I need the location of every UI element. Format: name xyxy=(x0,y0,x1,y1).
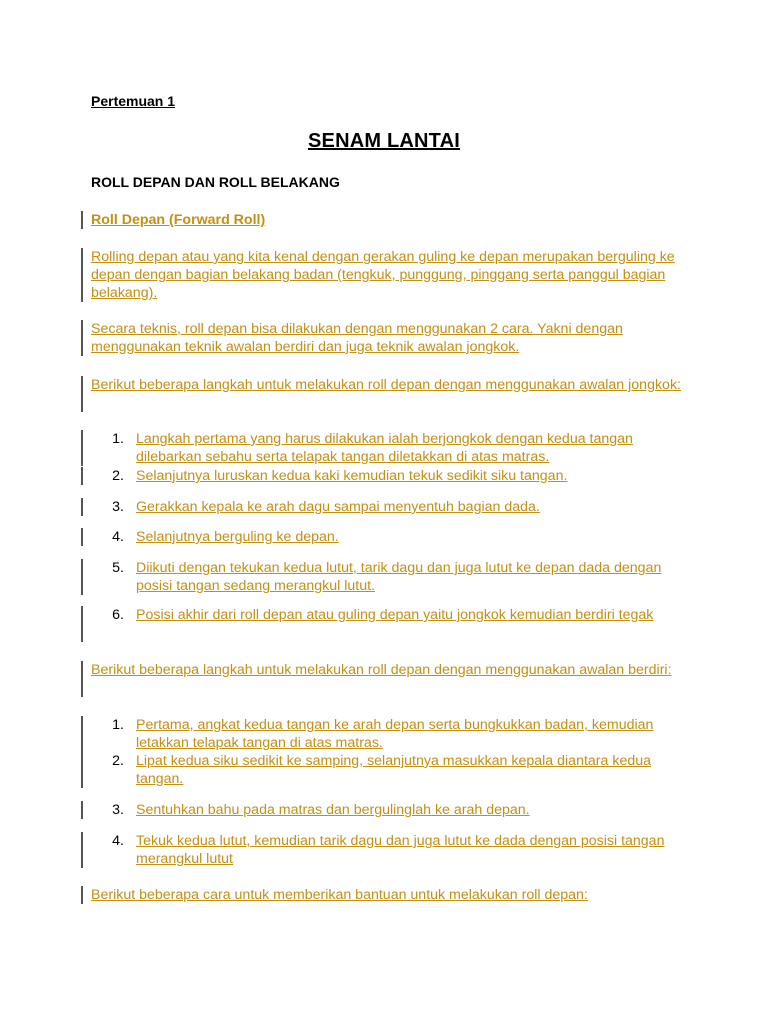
change-bar xyxy=(81,528,83,546)
lesson-heading: Pertemuan 1 xyxy=(91,93,176,109)
change-bar xyxy=(81,801,83,819)
list-number: 3. xyxy=(112,499,124,515)
list-item-link[interactable]: Langkah pertama yang harus dilakukan ialah berjongkok dengan kedua tangan dilebarkan sebahu serta telapak tangan diletakkan di atas matras. xyxy=(136,431,633,465)
list-item-link[interactable]: Selanjutnya berguling ke depan. xyxy=(136,529,339,545)
list-number: 2. xyxy=(112,753,124,769)
change-bar xyxy=(81,832,83,868)
paragraph-link[interactable]: Berikut beberapa langkah untuk melakukan roll depan dengan menggunakan awalan berdiri: xyxy=(91,662,672,678)
change-bar xyxy=(81,211,83,229)
change-bar xyxy=(81,559,83,595)
list-item-link[interactable]: Sentuhkan bahu pada matras dan bergulinglah ke arah depan. xyxy=(136,802,530,818)
list-item-link[interactable]: Posisi akhir dari roll depan atau guling depan yaitu jongkok kemudian berdiri tegak xyxy=(136,607,654,623)
list-number: 6. xyxy=(112,607,124,623)
list-item-link[interactable]: Diikuti dengan tekukan kedua lutut, tarik dagu dan juga lutut ke depan dada dengan posisi tangan sedang merangkul lutut. xyxy=(136,560,662,594)
change-bar xyxy=(81,716,83,752)
list-number: 5. xyxy=(112,560,124,576)
change-bar xyxy=(81,661,83,697)
paragraph-link[interactable]: Rolling depan atau yang kita kenal dengan gerakan guling ke depan merupakan berguling ke depan dengan bagian belakang badan (tengkuk, punggung, pinggang serta panggul bagian belakang). xyxy=(91,249,675,301)
page-title: SENAM LANTAI xyxy=(307,130,461,152)
change-bar xyxy=(81,376,83,412)
list-number: 1. xyxy=(112,431,124,447)
list-item-link[interactable]: Selanjutnya luruskan kedua kaki kemudian tekuk sedikit siku tangan. xyxy=(136,468,568,484)
change-bar xyxy=(81,886,83,904)
list-number: 1. xyxy=(112,717,124,733)
change-bar xyxy=(81,248,83,302)
list-item-link[interactable]: Lipat kedua siku sedikit ke samping, selanjutnya masukkan kepala diantara kedua tangan. xyxy=(136,753,652,787)
list-number: 2. xyxy=(112,468,124,484)
change-bar xyxy=(81,752,83,788)
change-bar xyxy=(81,320,83,356)
change-bar xyxy=(81,430,83,466)
change-bar xyxy=(81,498,83,516)
list-item-link[interactable]: Pertama, angkat kedua tangan ke arah depan serta bungkukkan badan, kemudian letakkan telapak tangan di atas matras. xyxy=(136,717,654,751)
paragraph-link[interactable]: Berikut beberapa cara untuk memberikan bantuan untuk melakukan roll depan: xyxy=(91,887,588,903)
paragraph-link[interactable]: Secara teknis, roll depan bisa dilakukan dengan menggunakan 2 cara. Yakni dengan menggunakan teknik awalan berdiri dan juga teknik awalan jongkok. xyxy=(91,321,623,355)
paragraph-link[interactable]: Berikut beberapa langkah untuk melakukan roll depan dengan menggunakan awalan jongkok: xyxy=(91,377,681,393)
section-title-link[interactable]: Roll Depan (Forward Roll) xyxy=(91,212,266,228)
list-number: 3. xyxy=(112,802,124,818)
list-item-link[interactable]: Tekuk kedua lutut, kemudian tarik dagu dan juga lutut ke dada dengan posisi tangan merangkul lutut xyxy=(136,833,665,867)
list-number: 4. xyxy=(112,529,124,545)
change-bar xyxy=(81,467,83,485)
subtitle: ROLL DEPAN DAN ROLL BELAKANG xyxy=(91,174,340,190)
change-bar xyxy=(81,606,83,642)
list-number: 4. xyxy=(112,833,124,849)
list-item-link[interactable]: Gerakkan kepala ke arah dagu sampai menyentuh bagian dada. xyxy=(136,499,540,515)
